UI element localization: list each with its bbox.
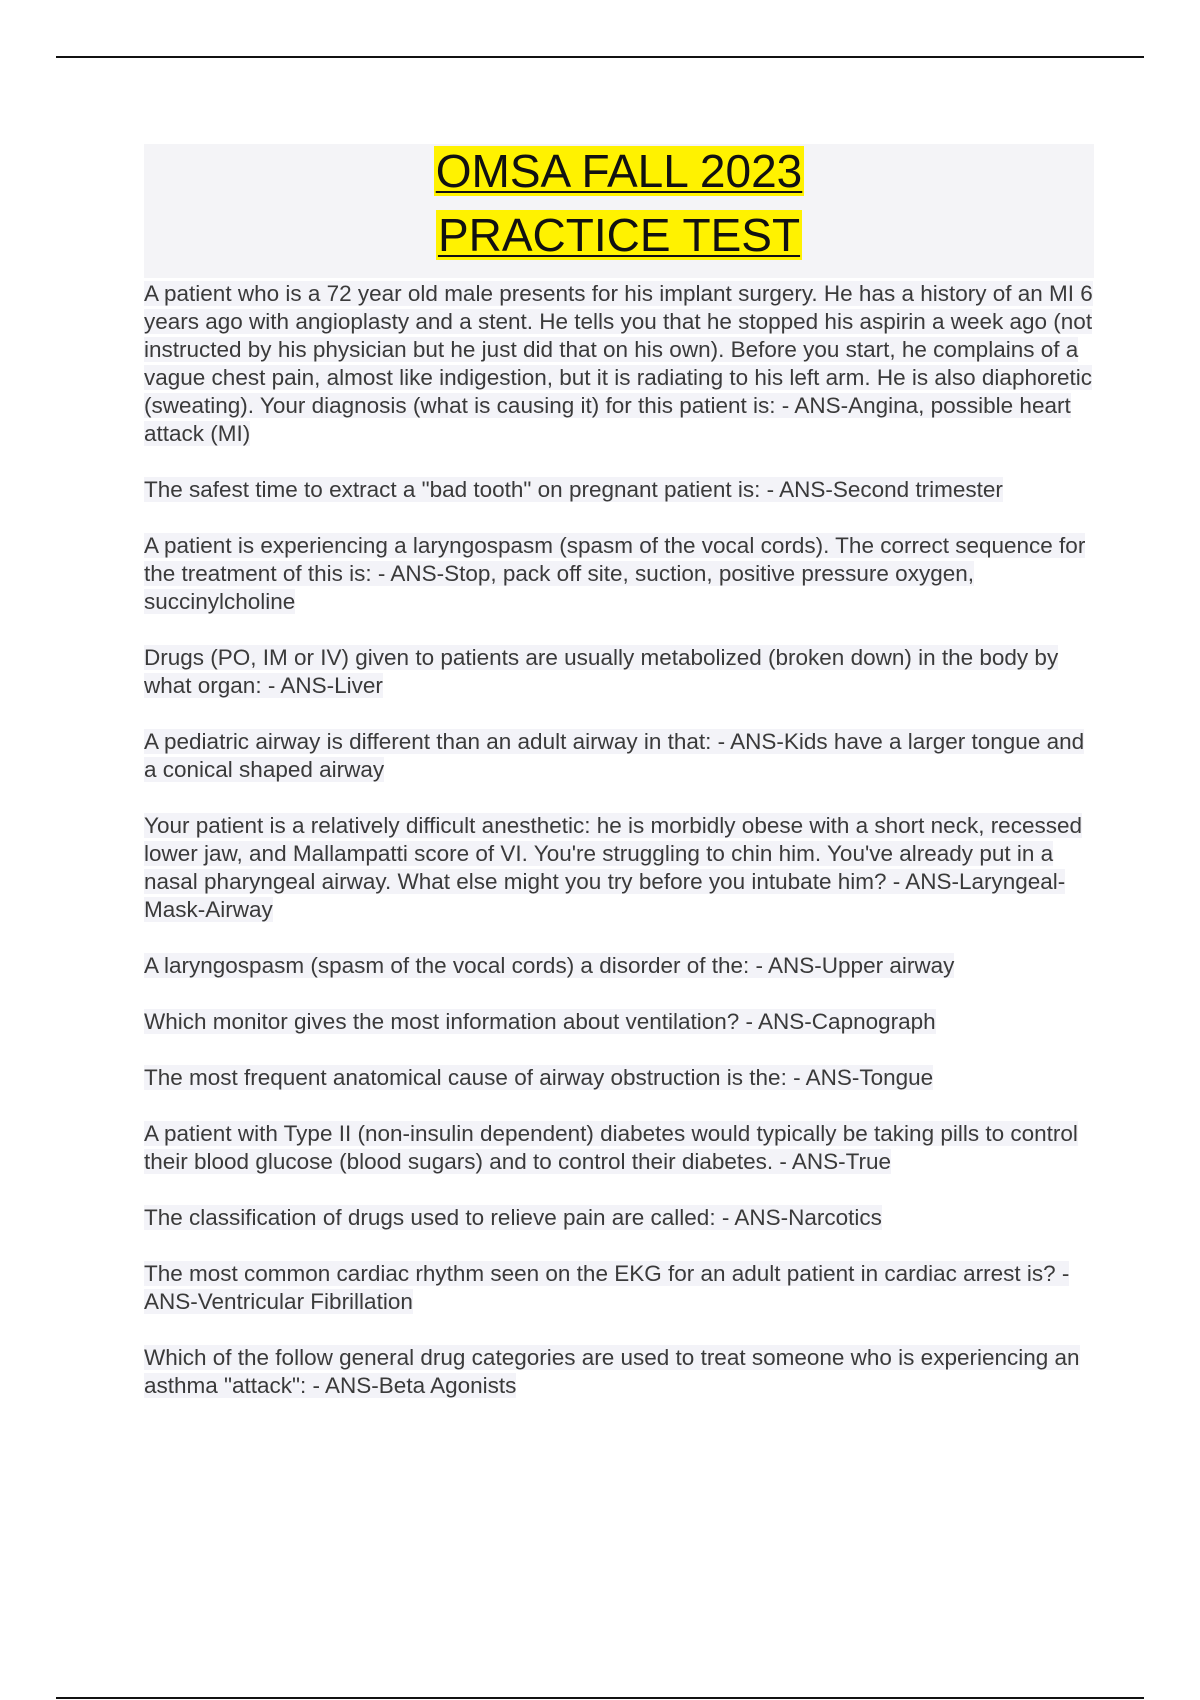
question-item (144, 1120, 1094, 1176)
question-item (144, 1204, 1094, 1232)
question-item (144, 1008, 1094, 1036)
bottom-rule (56, 1697, 1144, 1699)
question-item (144, 644, 1094, 700)
question-text: Your patient is a relatively difficult anesthetic: he is morbidly obese with a short neck, recessed lower jaw, and Mallampatti score of VI. You're struggling to chin him. You've already put in a nasal pharyngeal airway. What else might you try before you intubate him? - ANS-Laryngeal-Mask-Airway (144, 813, 1082, 922)
question-text: The safest time to extract a "bad tooth" on pregnant patient is: - ANS-Second trimester (144, 477, 1003, 502)
question-text: Which monitor gives the most information about ventilation? - ANS-Capnograph (144, 1009, 936, 1034)
question-text: Drugs (PO, IM or IV) given to patients are usually metabolized (broken down) in the body by what organ: - ANS-Liver (144, 645, 1059, 698)
document-title (144, 144, 1094, 278)
question-item (144, 1344, 1094, 1400)
title-line-1: OMSA FALL 2023 (435, 145, 803, 197)
question-list (144, 280, 1094, 1400)
question-item (144, 1064, 1094, 1092)
question-text: A patient who is a 72 year old male presents for his implant surgery. He has a history of an MI 6 years ago with angioplasty and a stent. He tells you that he stopped his aspirin a week ago (not instructed by his physician but he just did that on his own). Before you start, he complains of a vague chest pain, almost like indigestion, but it is radiating to his left arm. He is also diaphoretic (sweating). Your diagnosis (what is causing it) for this patient is: - ANS-Angina, possible heart attack (MI) (144, 281, 1093, 446)
question-item (144, 812, 1094, 924)
question-item (144, 476, 1094, 504)
question-text: The most common cardiac rhythm seen on the EKG for an adult patient in cardiac arrest is? - ANS-Ventricular Fibrillation (144, 1261, 1070, 1314)
question-text: The classification of drugs used to relieve pain are called: - ANS-Narcotics (144, 1205, 882, 1230)
question-item (144, 952, 1094, 980)
question-item (144, 1260, 1094, 1316)
question-item (144, 728, 1094, 784)
question-text: A patient with Type II (non-insulin dependent) diabetes would typically be taking pills to control their blood glucose (blood sugars) and to control their diabetes. - ANS-True (144, 1121, 1078, 1174)
question-text: The most frequent anatomical cause of airway obstruction is the: - ANS-Tongue (144, 1065, 934, 1090)
question-text: A patient is experiencing a laryngospasm (spasm of the vocal cords). The correct sequence for the treatment of this is: - ANS-Stop, pack off site, suction, positive pressure oxygen, succinylcholine (144, 533, 1086, 614)
question-item (144, 280, 1094, 448)
question-item (144, 532, 1094, 616)
question-text: A laryngospasm (spasm of the vocal cords) a disorder of the: - ANS-Upper airway (144, 953, 955, 978)
top-rule (56, 56, 1144, 58)
document-body (144, 144, 1094, 1428)
question-text: A pediatric airway is different than an adult airway in that: - ANS-Kids have a larger tongue and a conical shaped airway (144, 729, 1085, 782)
title-line-2: PRACTICE TEST (437, 209, 801, 261)
question-text: Which of the follow general drug categories are used to treat someone who is experiencing an asthma "attack": - ANS-Beta Agonists (144, 1345, 1080, 1398)
